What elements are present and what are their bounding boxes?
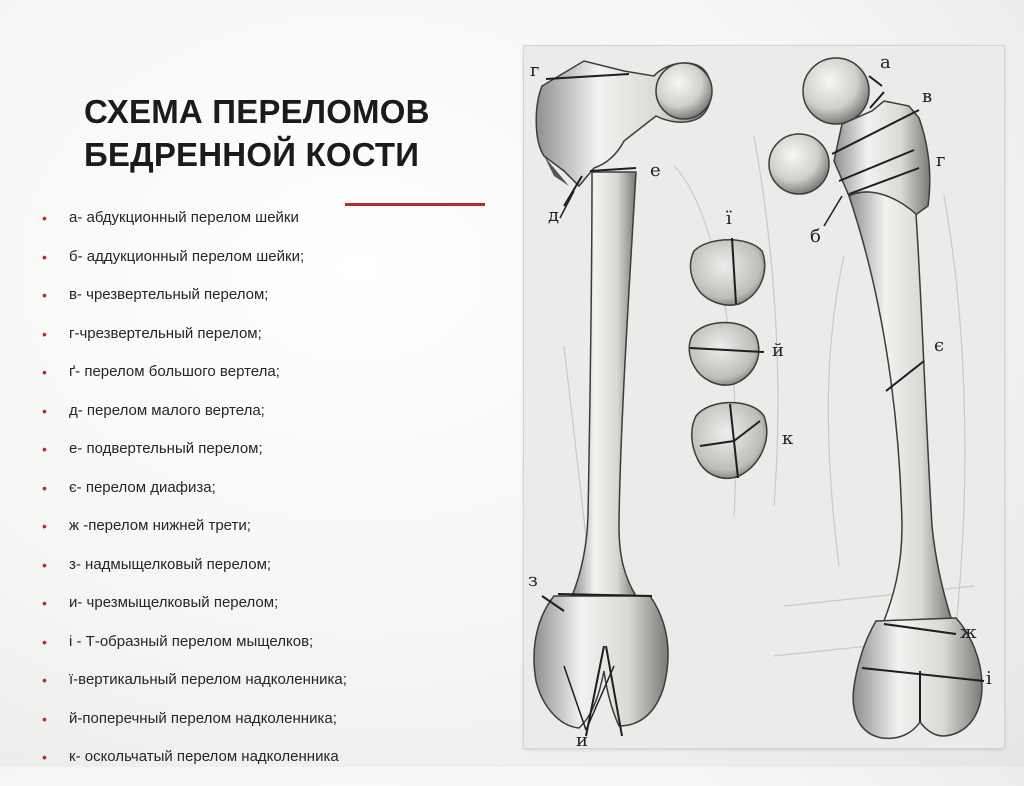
label-patella-y: й xyxy=(772,340,784,361)
slide-title-line-2: БЕДРЕННОЙ КОСТИ xyxy=(84,136,420,173)
label-zh: ж xyxy=(960,622,977,643)
list-item: • й-поперечный перелом надколенника; xyxy=(42,709,512,748)
fracture-list xyxy=(42,208,512,786)
right-femoral-head-b xyxy=(769,134,829,194)
slide-title xyxy=(84,90,504,176)
list-item: • б- аддукционный перелом шейки; xyxy=(42,247,512,286)
list-item: • ї-вертикальный перелом надколенника; xyxy=(42,670,512,709)
label-patella-i: ї xyxy=(726,208,732,229)
list-item: • д- перелом малого вертела; xyxy=(42,401,512,440)
list-item: • и- чрезмыщелковый перелом; xyxy=(42,593,512,632)
list-item: • к- оскольчатый перелом надколенника xyxy=(42,747,512,786)
left-femur-shaft xyxy=(572,172,636,596)
title-accent-rule xyxy=(345,203,485,206)
list-item: • а- абдукционный перелом шейки xyxy=(42,208,512,247)
left-femoral-head xyxy=(656,63,712,119)
slide-title-line-1: СХЕМА ПЕРЕЛОМОВ xyxy=(84,93,430,130)
label-patella-k: к xyxy=(782,428,794,449)
label-z: з xyxy=(528,570,538,591)
list-item: • і - Т-образный перелом мыщелков; xyxy=(42,632,512,671)
list-item: • е- подвертельный перелом; xyxy=(42,439,512,478)
list-item: • з- надмыщелковый перелом; xyxy=(42,555,512,594)
patella-comminuted xyxy=(692,403,767,479)
list-item: • ґ- перелом большого вертела; xyxy=(42,362,512,401)
label-ye: є xyxy=(934,335,945,356)
right-femur xyxy=(769,58,984,738)
label-v: в xyxy=(922,86,933,107)
label-e: е xyxy=(650,160,661,181)
patella-group xyxy=(689,238,767,478)
femur-diagram xyxy=(524,46,1004,748)
label-a: а xyxy=(880,52,891,73)
list-item: • ж -перелом нижней трети; xyxy=(42,516,512,555)
femur-fracture-figure xyxy=(524,46,1004,748)
label-b: б xyxy=(810,226,821,247)
label-i-low: и xyxy=(576,730,588,748)
list-item: • в- чрезвертельный перелом; xyxy=(42,285,512,324)
list-item: • є- перелом диафиза; xyxy=(42,478,512,517)
label-g-left: г xyxy=(530,60,540,81)
left-femur xyxy=(534,61,712,736)
patella-vertical xyxy=(690,240,764,305)
list-item: • г-чрезвертельный перелом; xyxy=(42,324,512,363)
label-i-right: і xyxy=(986,668,992,689)
label-d: д xyxy=(548,205,560,226)
right-femoral-head-a xyxy=(803,58,869,124)
patella-transverse xyxy=(689,323,759,386)
right-femur-shaft xyxy=(849,192,952,626)
label-g-right: г xyxy=(936,150,946,171)
